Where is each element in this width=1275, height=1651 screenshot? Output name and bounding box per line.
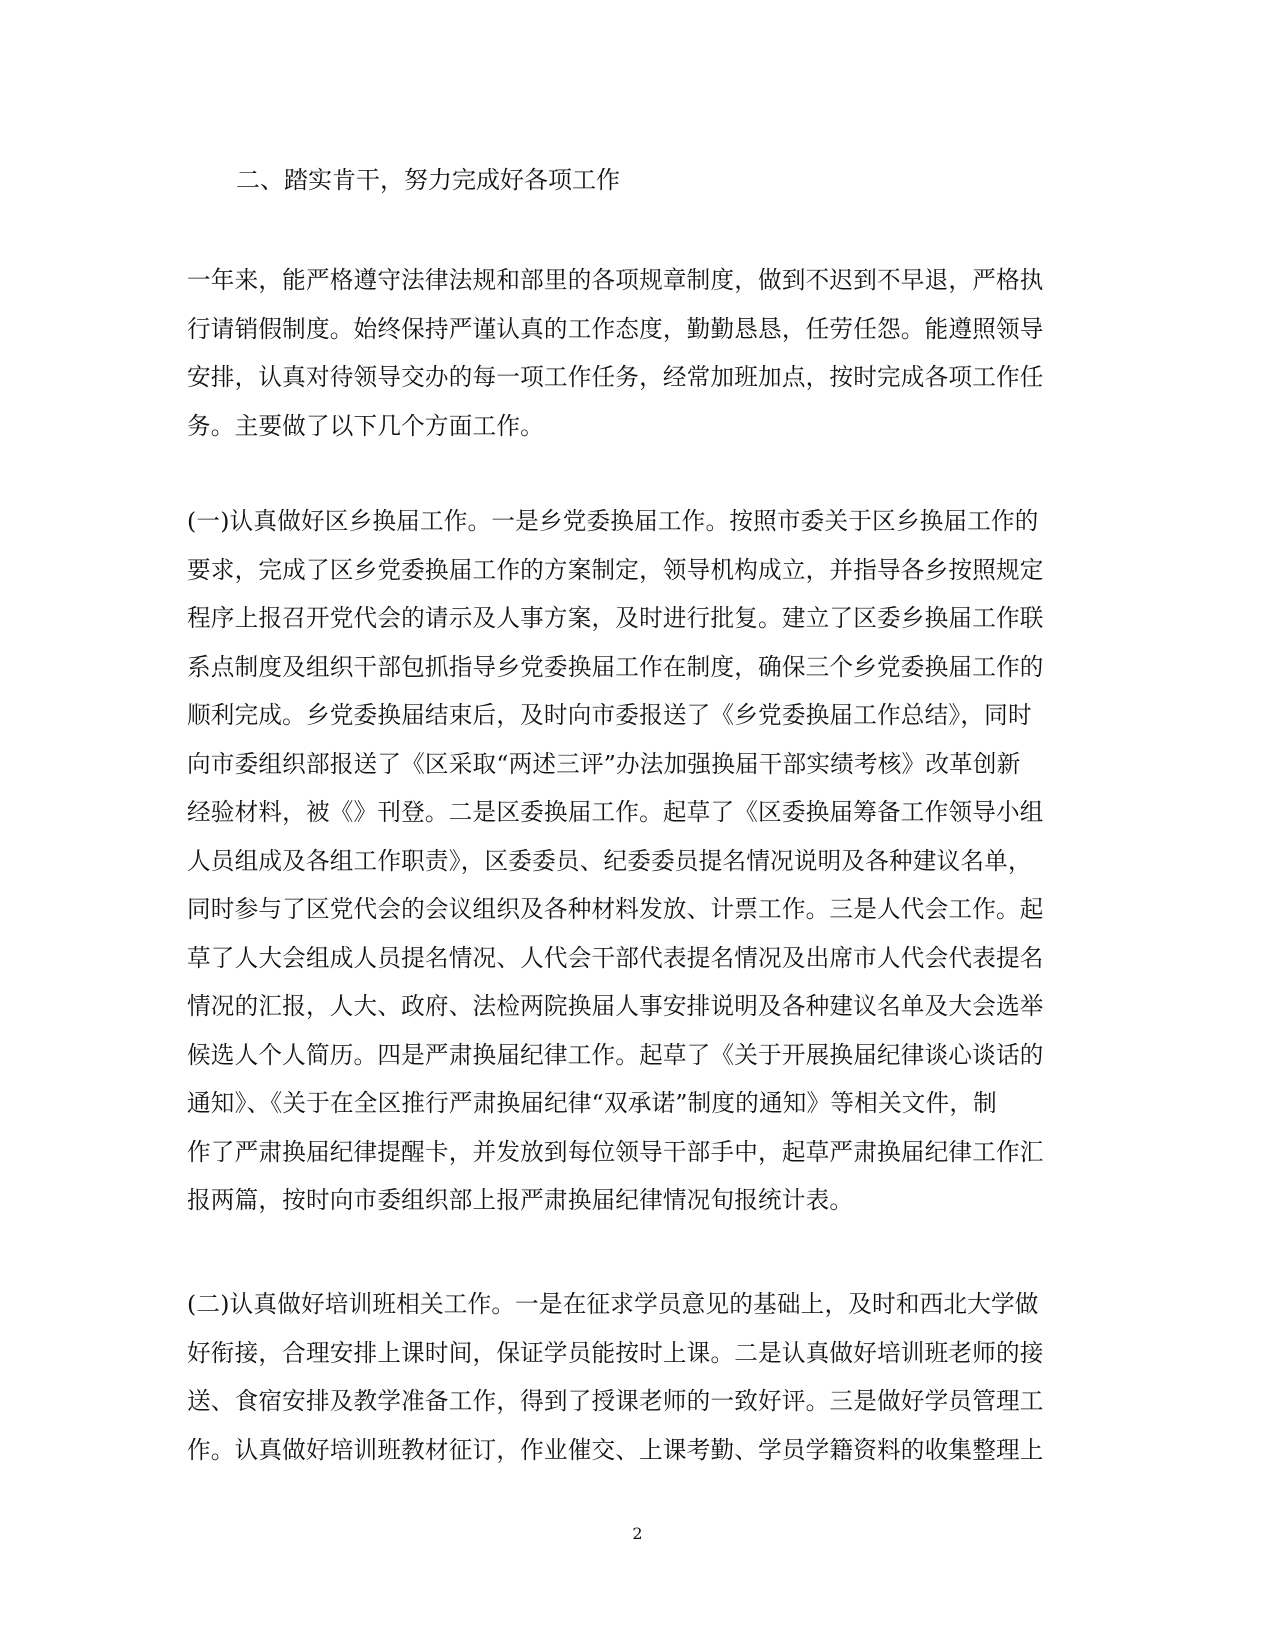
paragraph-line: (二)认真做好培训班相关工作。一是在征求学员意见的基础上，及时和西北大学做 (187, 1290, 1039, 1318)
paragraph-line: 报两篇，按时向市委组织部上报严肃换届纪律情况旬报统计表。 (187, 1186, 854, 1214)
paragraph-line: 顺利完成。乡党委换届结束后，及时向市委报送了《乡党委换届工作总结》，同时 (187, 701, 1032, 729)
paragraph-line: 务。主要做了以下几个方面工作。 (187, 411, 544, 440)
paragraph-line: 安排，认真对待领导交办的每一项工作任务，经常加班加点，按时完成各项工作任 (187, 363, 1044, 391)
page-number: 2 (632, 1524, 643, 1543)
paragraph-line: 系点制度及组织干部包抓指导乡党委换届工作在制度，确保三个乡党委换届工作的 (187, 652, 1044, 681)
paragraph-line: 情况的汇报，人大、政府、法检两院换届人事安排说明及各种建议名单及大会选举 (187, 992, 1044, 1020)
paragraph-line: 人员组成及各组工作职责》，区委委员、纪委委员提名情况说明及各种建议名单， (187, 846, 1032, 875)
section-heading: 二、踏实肯干，努力完成好各项工作 (236, 166, 620, 194)
paragraph-line: 经验材料，被《》刊登。二是区委换届工作。起草了《区委换届筹备工作领导小组 (187, 798, 1044, 826)
paragraph-line: 通知》、《关于在全区推行严肃换届纪律“双承诺”制度的通知》等相关文件，制 (187, 1089, 997, 1117)
paragraph-line: 作。认真做好培训班教材征订，作业催交、上课考勤、学员学籍资料的收集整理上 (187, 1435, 1044, 1464)
paragraph-line: 好衔接，合理安排上课时间，保证学员能按时上课。二是认真做好培训班老师的接 (187, 1338, 1044, 1367)
paragraph (187, 1280, 1085, 1474)
paragraph (187, 497, 1085, 1225)
paragraph-line: 候选人个人简历。四是严肃换届纪律工作。起草了《关于开展换届纪律谈心谈话的 (187, 1040, 1044, 1069)
paragraph-line: 送、食宿安排及教学准备工作，得到了授课老师的一致好评。三是做好学员管理工 (187, 1387, 1044, 1415)
paragraph-line: 向市委组织部报送了《区采取“两述三评”办法加强换届干部实绩考核》改革创新 (187, 749, 1021, 778)
paragraph-line: 同时参与了区党代会的会议组织及各种材料发放、计票工作。三是人代会工作。起 (187, 895, 1044, 923)
paragraph (187, 256, 1085, 450)
paragraph-line: 草了人大会组成人员提名情况、人代会干部代表提名情况及出席市人代会代表提名 (187, 943, 1044, 972)
paragraph-line: 行请销假制度。始终保持严谨认真的工作态度，勤勤恳恳，任劳任怨。能遵照领导 (187, 314, 1044, 343)
paragraph-line: 一年来，能严格遵守法律法规和部里的各项规章制度，做到不迟到不早退，严格执 (187, 266, 1044, 294)
paragraph-line: 作了严肃换届纪律提醒卡，并发放到每位领导干部手中，起草严肃换届纪律工作汇 (187, 1137, 1044, 1166)
paragraph-line: (一)认真做好区乡换届工作。一是乡党委换届工作。按照市委关于区乡换届工作的 (187, 507, 1039, 535)
paragraph-line: 程序上报召开党代会的请示及人事方案，及时进行批复。建立了区委乡换届工作联 (187, 604, 1044, 632)
paragraph-line: 要求，完成了区乡党委换届工作的方案制定，领导机构成立，并指导各乡按照规定 (187, 555, 1044, 584)
